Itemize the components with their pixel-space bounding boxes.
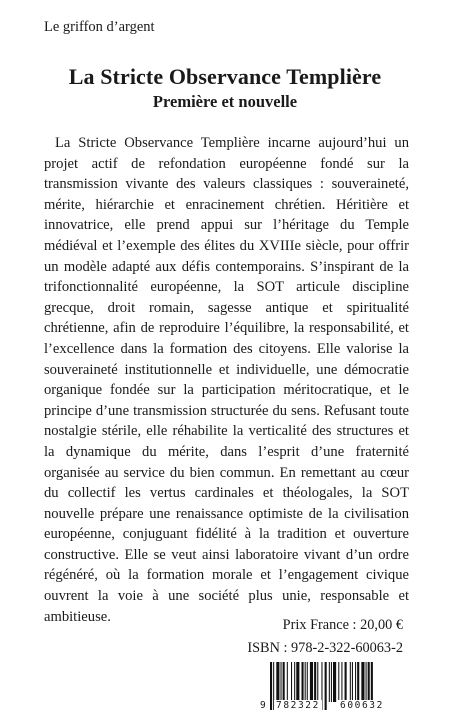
barcode-bar	[307, 662, 308, 702]
barcode-bar	[294, 662, 295, 702]
barcode-bar	[302, 662, 304, 702]
barcode-bar	[331, 662, 332, 702]
publisher-name: Le griffon d’argent	[44, 19, 155, 35]
barcode-bar	[338, 662, 339, 702]
barcode-first-digit: 9	[260, 700, 266, 711]
barcode-bar	[287, 662, 288, 702]
barcode-bar	[352, 662, 353, 702]
barcode-bar	[276, 662, 279, 702]
back-cover-description: La Stricte Observance Templière incarne aujourd’hui un projet actif de refondation européenne fondé sur la transmission vivante des valeurs classiques : souveraineté, mérite, hiérarchie et enracinement chrétien. Héritière et innovatrice, elle prend appui sur l’héritage du Temple médiéval et l’exemple des élites du XVIIIe siècle, pour offrir un modèle adapté aux défis contemporains. S’inspirant de la trifonctionnalité européenne, la SOT articule discipline grecque, droit romain, sagesse antique et spiritualité chrétienne, afin de reproduire l’équilibre, la responsabilité, et l’excellence dans la formation des citoyens. Elle valorise la souveraineté institutionnelle et individuelle, une démocratie organique fondée sur la participation méritocratique, et le principe d’une transmission structurée du sens. Refusant toute nostalgie stérile, elle réhabilite la verticalité des structures et la dynamique du mérite, dans l’esprit d’une fraternité organisée au service du bien commun. En remettant au cœur du collectif les vertus cardinales et théologales, la SOT nouvelle prépare une renaissance optimiste de la civilisation européenne, conjuguant fidélité à la tradition et ouverture constructive. Elle se veut ainsi laboratoire vivant d’un ordre régénéré, où la formation morale et l’engagement civique ouvrent la voie à une société plus unie, responsable et ambitieuse.	[44, 135, 409, 625]
barcode-bar	[270, 662, 272, 710]
price-label: Prix France : 20,00 €	[282, 617, 403, 633]
barcode-bar	[314, 662, 316, 702]
barcode-left-group: 782322	[276, 700, 320, 711]
barcode-bar	[368, 662, 370, 702]
barcode-bar	[325, 662, 327, 710]
barcode-bar	[317, 662, 318, 702]
barcode-bar	[366, 662, 367, 702]
isbn-barcode	[260, 662, 406, 716]
barcode-bar	[341, 662, 342, 702]
barcode-bar	[333, 662, 336, 702]
barcode-bar	[361, 662, 364, 702]
barcode-bar	[329, 662, 330, 702]
book-title: La Stricte Observance Templière	[68, 64, 382, 89]
barcode-bar	[357, 662, 359, 702]
barcode-bar	[310, 662, 313, 702]
barcode-bar	[281, 662, 282, 702]
barcode-bar	[283, 662, 285, 702]
barcode-bar	[350, 662, 351, 702]
isbn-label: ISBN : 978-2-322-60063-2	[247, 640, 403, 656]
barcode-bar	[296, 662, 299, 702]
barcode-right-group: 600632	[340, 700, 384, 711]
book-subtitle: Première et nouvelle	[152, 92, 298, 111]
barcode-bar	[291, 662, 292, 702]
barcode-bar	[305, 662, 306, 702]
barcode-bar	[355, 662, 356, 702]
barcode-bar	[345, 662, 347, 702]
